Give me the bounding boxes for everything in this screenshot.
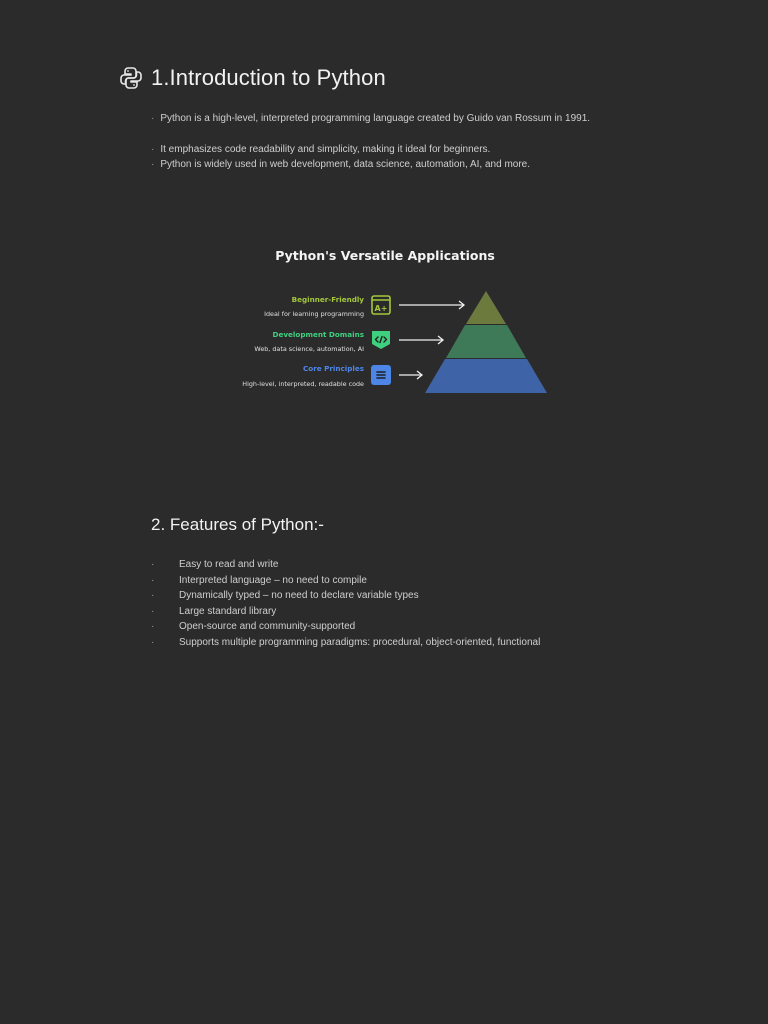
list-item: · Supports multiple programming paradigms: procedural, object-oriented, functional <box>151 636 541 648</box>
tier-label-beginner: Beginner-Friendly <box>291 295 364 304</box>
tier-label-core: Core Principles <box>302 364 364 373</box>
pyramid-tier-top <box>466 291 506 324</box>
pyramid-tier-middle <box>446 325 526 358</box>
applications-pyramid-diagram <box>230 244 560 404</box>
list-item: · Python is widely used in web development, data science, automation, AI, and more. <box>151 159 531 170</box>
list-item: · It emphasizes code readability and simplicity, making it ideal for beginners. <box>151 143 491 155</box>
tier-sub-development: Web, data science, automation, AI <box>254 345 364 353</box>
svg-text:A+: A+ <box>374 304 388 313</box>
tier-sub-beginner: Ideal for learning programming <box>264 310 364 318</box>
grade-a-plus-icon <box>371 295 391 315</box>
tier-sub-core: High-level, interpreted, readable code <box>242 380 364 388</box>
list-item: · Easy to read and write <box>151 559 279 570</box>
tier-label-development: Development Domains <box>272 330 364 339</box>
list-item: · Open-source and community-supported <box>151 621 356 632</box>
python-icon <box>117 64 145 92</box>
section-1-title: 1.Introduction to Python <box>151 65 386 90</box>
list-item: · Interpreted language – no need to compile <box>151 574 367 586</box>
list-item: · Dynamically typed – no need to declare variable types <box>151 590 419 601</box>
features-bullet-list <box>151 557 540 650</box>
list-item: · Python is a high-level, interpreted programming language created by Guido van Rossum in 1991. <box>151 113 591 124</box>
code-icon <box>371 330 391 350</box>
list-icon <box>371 365 391 385</box>
intro-bullet-list <box>151 111 621 173</box>
section-1-heading <box>117 64 386 92</box>
list-item: · Large standard library <box>151 605 277 617</box>
diagram-title: Python's Versatile Applications <box>275 248 495 263</box>
pyramid-tier-bottom <box>425 359 547 393</box>
section-2-title: 2. Features of Python:- <box>151 515 324 534</box>
